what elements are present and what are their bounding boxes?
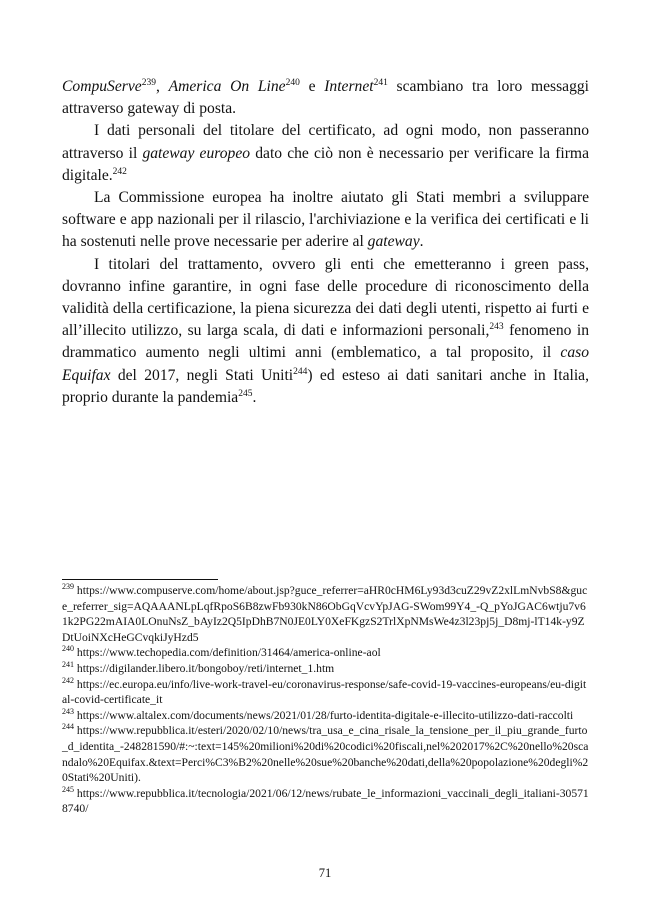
footnote-link[interactable]: https://digilander.libero.it/bongoboy/reti/internet_1.htm — [74, 661, 335, 675]
footnote-separator — [62, 579, 218, 580]
footnote-ref-244[interactable]: 244 — [293, 366, 308, 377]
main-text — [62, 76, 589, 409]
page-number: 71 — [318, 866, 332, 880]
paragraph-4: I titolari del trattamento, ovvero gli enti che emetteranno i green pass, dovranno infine garantire, in ogni fase delle procedure di riconoscimento della validità della certificazione, la piena sicurezza dei dati degli utenti, rispetto ai furti e all’illecito utilizzo, su larga scala, di dati e informazioni personali,$^{243}$ fenomeno in drammatico aumento negli ultimi anni (emblematico, a tal proposito, il caso Equifax del 2017, negli Stati Uniti$^{244}$) ed esteso ai dati sanitari anche in Italia, proprio durante la pandemia$^{245}$. — [62, 255, 589, 406]
paragraph-3: La Commissione europea ha inoltre aiutato gli Stati membri a sviluppare software e app nazionali per il rilascio, l'archiviazione e la verifica dei certificati e li ha sostenuti nelle prove necessarie per aderire al gateway. — [62, 189, 589, 251]
footnote-241 — [62, 661, 589, 677]
footnote-number: 243 — [62, 706, 74, 716]
footnote-ref-242[interactable]: 242 — [112, 166, 127, 177]
paragraph-2: I dati personali del titolare del certificato, ad ogni modo, non passeranno attraverso il gateway europeo dato che ciò non è necessario per verificare la firma digitale.$^{242}$ — [62, 122, 589, 184]
footnote-number: 240 — [62, 644, 74, 654]
footnote-245 — [62, 786, 589, 817]
america-online-term: America On Line — [168, 78, 286, 95]
footnote-240 — [62, 645, 589, 661]
footnotes — [62, 583, 589, 817]
footnote-link[interactable]: https://www.repubblica.it/esteri/2020/02/10/news/tra_usa_e_cina_risale_la_tensione_per_il_piu_grande_furto_d_identita_-248281590/#:~:text=145%20milioni%20di%20codici%20fiscali,nel%202017%2C%20nello%20scandalo%20Equifax.&text=Perci%C3%B2%20nelle%20sue%20banche%20dati,della%20popolazione%20degli%20Stati%20Uniti). — [62, 724, 589, 785]
footnote-ref-245[interactable]: 245 — [238, 388, 253, 399]
footnote-number: 244 — [62, 722, 74, 732]
footnote-ref-243[interactable]: 243 — [489, 322, 504, 333]
footnote-link[interactable]: https://www.techopedia.com/definition/31464/america-online-aol — [74, 646, 381, 660]
compuserve-term: CompuServe — [62, 78, 142, 95]
footnote-link[interactable]: https://www.repubblica.it/tecnologia/2021/06/12/news/rubate_le_informazioni_vaccinali_degli_italiani-305718740/ — [62, 786, 589, 816]
footnote-link[interactable]: https://www.compuserve.com/home/about.jsp?guce_referrer=aHR0cHM6Ly93d3cuZ29vZ2xlLmNvbS8&guce_referrer_sig=AQAAANLpLqfRpoS6B8zwFb930kN86ObGqVcvYpJAG-SWom99Y4_-Q_pYoJGAC6wtju7v61k2PG22mAIA0LOnuNsZ_bAyIz2Q5IpDhB7N0JE0LY0XeFKgzS2TrlXpNMsWe4z3l23pj5j_D8mj-lT14k-y9ZDtUoiNXcHeGCvqkiJyHzd5 — [62, 584, 588, 644]
footnote-number: 241 — [62, 660, 74, 670]
footnote-link[interactable]: https://www.altalex.com/documents/news/2021/01/28/furto-identita-digitale-e-illecito-utilizzo-dati-raccolti — [74, 708, 574, 722]
footnote-number: 242 — [62, 675, 74, 685]
footnote-244 — [62, 723, 589, 785]
gateway-term: gateway — [367, 233, 420, 251]
footnote-number: 239 — [62, 582, 74, 592]
caso-equifax-term: caso Equifax — [62, 344, 589, 384]
footnote-239 — [62, 583, 589, 645]
footnote-number: 245 — [62, 784, 74, 794]
footnote-ref-239[interactable]: 239 — [141, 78, 156, 89]
footnote-242 — [62, 677, 589, 708]
gateway-europeo-term: gateway europeo — [142, 144, 251, 162]
paragraph-1: CompuServe$^{239}$, America On Line$^{240}$ e Internet$^{241}$ scambiano tra loro messaggi attraverso gateway di posta. — [62, 78, 590, 118]
footnote-ref-240[interactable]: 240 — [285, 78, 300, 89]
internet-term: Internet — [324, 78, 374, 95]
footnote-link[interactable]: https://ec.europa.eu/info/live-work-travel-eu/coronavirus-response/safe-covid-19-vaccines-europeans/eu-digital-covid-certificate_it — [62, 677, 587, 707]
footnote-ref-241[interactable]: 241 — [373, 78, 388, 89]
footnote-243 — [62, 708, 589, 724]
